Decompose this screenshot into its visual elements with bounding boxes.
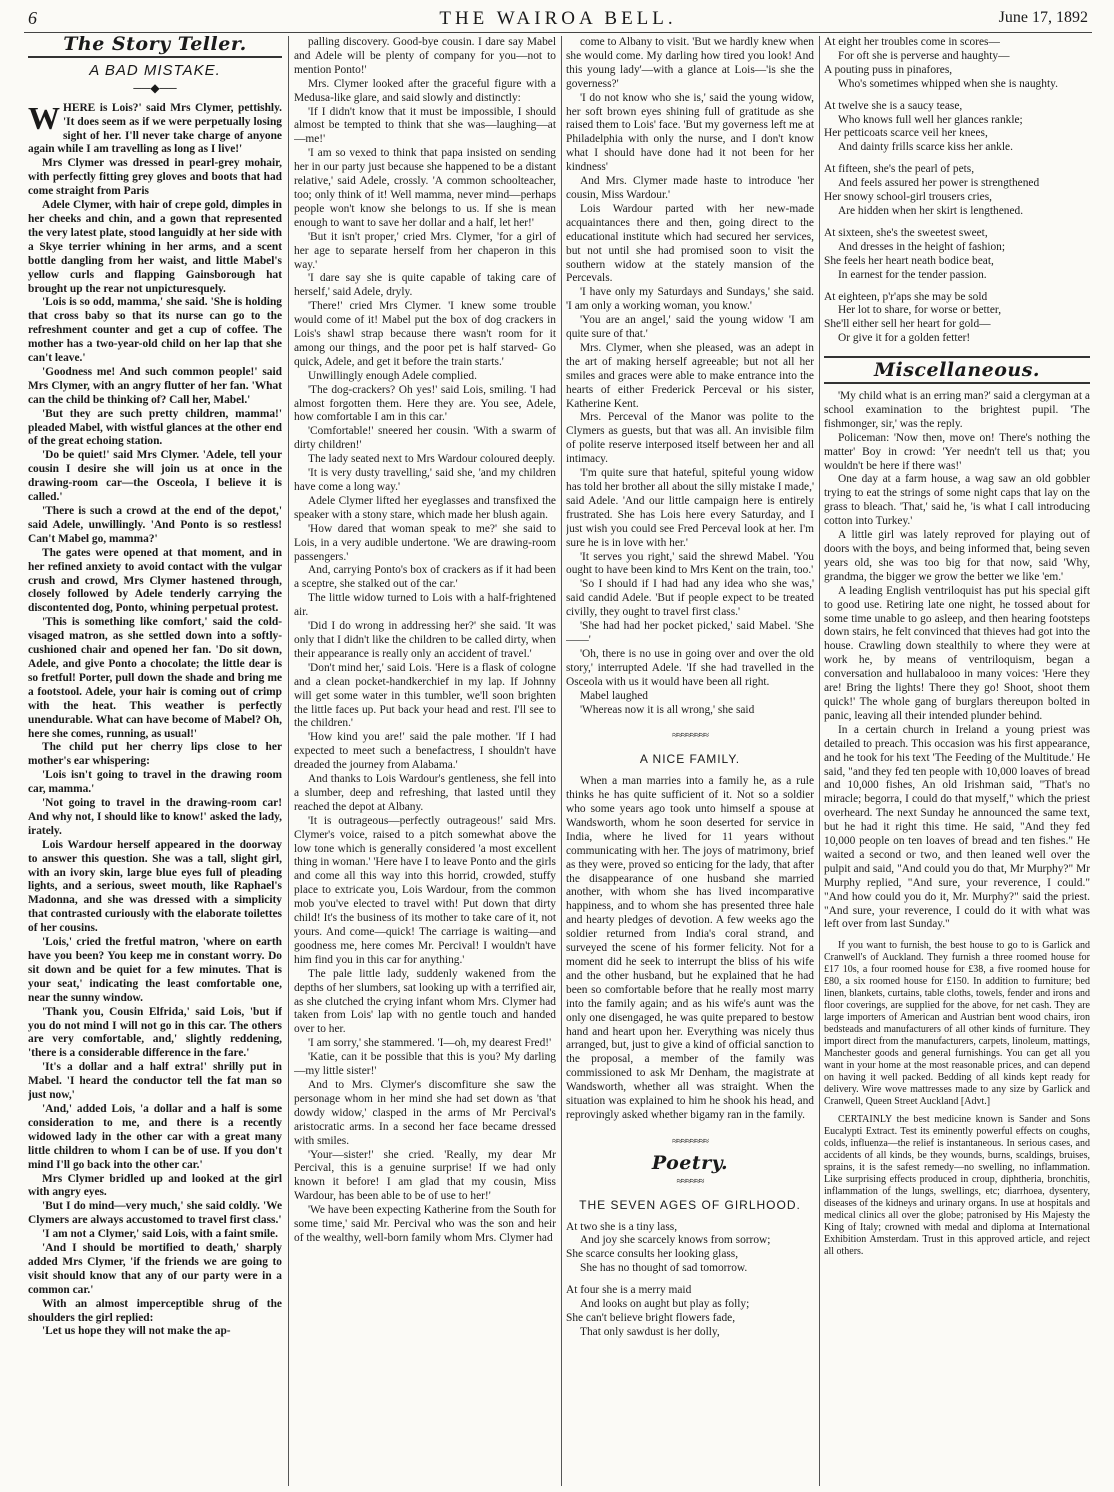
drop-cap: W xyxy=(28,99,60,136)
newspaper-title: THE WAIROA BELL. xyxy=(439,8,677,29)
poem-title: THE SEVEN AGES OF GIRLHOOD. xyxy=(579,1197,801,1212)
story-paragraph: The child put her cherry lips close to her mother's ear whispering: xyxy=(28,741,282,768)
poem-line: At two she is a tiny lass, xyxy=(566,1220,678,1233)
ornament-divider: ──◆── xyxy=(133,80,177,95)
story-paragraph: With an almost imperceptible shrug of the shoulders the girl replied: xyxy=(28,1297,282,1324)
story-paragraph: Lois Wardour herself appeared in the doorway to answer this question. She was a tall, slight girl, with an ivory skin, large blue eyes full of pleading lights, and a serious, sweet mouth, like Raphael's Madonna, and she was dressed with a simplicity that contrasted curiously with the elaborate toilettes of her cousins. xyxy=(28,838,282,935)
column-rule xyxy=(561,36,562,1486)
story-paragraph: 'Goodness me! And such common people!' said Mrs Clymer, with an angry flutter of her fan. 'What can the child be thinking of? Call her, Mabel.' xyxy=(28,365,282,406)
story-paragraph: The pale little lady, suddenly wakened from the depths of her slumbers, sat looking up with a terrified air, as she clutched the crying infant whom Mrs. Clymer had taken from Lois' lap with no gentle touch and handed over to her. xyxy=(294,967,556,1036)
issue-date: June 17, 1892 xyxy=(998,9,1088,26)
story-paragraph: 'Your—sister!' she cried. 'Really, my dear Mr Percival, this is a genuine surprise! If we had only known it before! I am glad that my cousin, Miss Wardour, has been able to be of use to her!' xyxy=(294,1148,556,1203)
story-paragraph: 'So I should if I had had any idea who she was,' said candid Adele. 'But if people expect to be treated civilly, they ought to travel first class.' xyxy=(566,578,814,619)
poem-line: Who's sometimes whipped when she is naughty. xyxy=(838,77,1058,90)
misc-paragraph: A little girl was lately reproved for playing out of doors with the boys, and being informed that, being seven years old, she was too big for that now, said 'Why, grandma, the bigger we grow the better we like 'em.' xyxy=(824,529,1090,583)
section-divider xyxy=(28,56,282,58)
poem-line: And dresses in the height of fashion; xyxy=(838,240,1006,253)
story-paragraph: 'I have only my Saturdays and Sundays,' she said. 'I am only a working woman, you know.' xyxy=(566,286,814,313)
story-paragraph: 'She had had her pocket picked,' said Mabel. 'She——' xyxy=(566,620,814,646)
story-paragraph: 'If I didn't know that it must be impossible, I should almost be tempted to think that she was—laughing—at—me!' xyxy=(294,105,556,146)
wavy-separator: ≈≈≈≈≈≈≈≈ xyxy=(672,730,708,742)
story-paragraph: 'But they are such pretty children, mamma!' pleaded Mabel, with wistful glances at the other end of the great echoing station. xyxy=(28,407,282,448)
story-paragraph: 'Lois is so odd, mamma,' she said. 'She is holding that cross baby so that its nurse can go to the refreshment counter and get a cup of coffee. The mother has a two-year-old child on her lap that she can't leave.' xyxy=(28,296,282,365)
story-paragraph: 'Not going to travel in the drawing-room car! And why not, I should like to know!' asked the lady, irately. xyxy=(28,797,282,837)
story-paragraph: Mrs Clymer was dressed in pearl-grey mohair, with perfectly fitting grey gloves and boots that had come straight from Paris xyxy=(28,157,282,198)
story-paragraph: 'It is outrageous—perfectly outrageous!' said Mrs. Clymer's voice, raised to a pitch somewhat above the low tone which is generally considered 'a most excellent thing in woman.' 'Here have I to leave Ponto and the girls and come all this way into this horrid, crowded, stuffy place to extricate you, Lois Wardour, from the common mob you've elected to travel with! Put down that dirty child! It's the business of its mother to take care of it, not yours. And come—quick! The carriage is waiting—and goodness me, here comes Mr. Percival! I wouldn't have him find you in this car for anything.' xyxy=(294,814,556,966)
story-paragraph: 'There!' cried Mrs Clymer. 'I knew some trouble would come of it! Mabel put the box of dog crackers in Lois's shawl strap because there wasn't room for it among our things, and the poor pet is half starved- Go quick, Adele, and get it before the train starts.' xyxy=(294,300,556,368)
story-paragraph: 'I'm quite sure that hateful, spiteful young widow has told her brother all about the silly mistake I made,' said Adele. 'And our little campaign here is entirely frustrated. She has Lois here every Saturday, and I just wish you could see Fred Perceval look at her. I'm sure he is in love with her.' xyxy=(566,467,814,549)
advertisement-furniture: If you want to furnish, the best house to go to is Garlick and Cranwell's of Auckland. They furnish a three roomed house for £17 10s, a four roomed house for £38, a five roomed house for £80, a six roomed house for £150. In addition to furniture; bed linen, blankets, curtains, table cloths, towels, fender and irons and floor coverings, are supplied for the above, for net cash. They are large importers of American and Austrian bent wood chairs, iron bedsteads and manufacturers of all other kinds of furniture. They import direct from the manufacturers, carpets, linoleum, mattings, Manchester goods and general furnishings. You can get all you want in your home at the most reasonable prices, and can depend on having it well packed. Bedding of all kinds kept ready for delivery. Wire wove mattresses made to any size by Garlick and Cranwell, Queen Street Auckland [Advt.] xyxy=(824,940,1090,1108)
poem-line: Her petticoats scarce veil her knees, xyxy=(824,127,988,140)
story-paragraph: 'Did I do wrong in addressing her?' she said. 'It was only that I didn't like the children to be called dirty, when their appearance is really only an accident of travel.' xyxy=(294,620,556,660)
poem-line: That only sawdust is her dolly, xyxy=(580,1325,720,1338)
story-paragraph: And, carrying Ponto's box of crackers as if it had been a sceptre, she stalked out of the car.' xyxy=(294,564,556,591)
story-paragraph: Mabel laughed xyxy=(580,689,649,702)
story-paragraph: And thanks to Lois Wardour's gentleness, she fell into a slumber, deep and refreshing, that lasted until they reached the depot at Albany. xyxy=(294,773,556,813)
story-paragraph: 'Lois isn't going to travel in the drawing room car, mamma.' xyxy=(28,769,282,796)
story-paragraph: Unwillingly enough Adele complied. xyxy=(308,369,477,382)
misc-paragraph: Policeman: 'Now then, move on! There's nothing the matter' Boy in crowd: 'Yer needn't tell us that; you wouldn't be here if there was!' xyxy=(824,431,1090,472)
poem-line: Her lot to share, for worse or better, xyxy=(838,304,1002,317)
poem-line: She'll either sell her heart for gold— xyxy=(824,318,991,331)
column-3 xyxy=(566,36,814,1488)
poem-line: She scarce consults her looking glass, xyxy=(566,1248,739,1261)
story-paragraph: Lois Wardour parted with her new-made acquaintances there and then, going direct to the educational institute which had secured her services, but not until she had promised soon to visit the southern widow at the stately mansion of the Percevals. xyxy=(566,202,814,285)
poem-stanzas xyxy=(566,1221,814,1340)
advertisement-eucalypti: CERTAINLY the best medicine known is Sander and Sons Eucalypti Extract. Test its eminently powerful effects on coughs, colds, influenza—the relief is instantaneous. In serious cases, and accidents of all kinds, be they wounds, burns, scaldings, bruises, sprains, it is the safest remedy—no swelling, no inflammation. Like surprising effects produced in croup, diphtheria, bronchitis, inflammation of the lungs, swellings, etc; diarrhoea, dysentery, diseases of the kidneys and urinary organs. In use at hospitals and medical clinics all over the globe; patronised by His Majesty the King of Italy; crowned with medal and diploma at International Exhibition Amsterdam. Trust in this approved article, and reject all others. xyxy=(824,1114,1090,1258)
story-paragraph: 'But it isn't proper,' cried Mrs. Clymer, 'for a girl of her age to separate herself from her chaperon in this way.' xyxy=(294,230,556,271)
masthead xyxy=(24,6,1092,33)
poem-line: A pouting puss in pinafores, xyxy=(824,63,953,76)
wavy-separator: ≈≈≈≈≈≈ xyxy=(676,1175,704,1187)
story-paragraph: 'It's a dollar and a half extra!' shrilly put in Mabel. 'I heard the conductor tell the fat man so just now,' xyxy=(28,1061,282,1102)
story-paragraph: Adele Clymer lifted her eyeglasses and transfixed the speaker with a stony stare, which made her blush again. xyxy=(294,494,556,521)
poem-line: Are hidden when her skirt is lengthened. xyxy=(838,204,1024,217)
story-paragraph: 'Let us hope they will not make the ap- xyxy=(42,1325,231,1338)
story-paragraph: Mrs. Clymer looked after the graceful figure with a Medusa-like glare, and said slowly and distinctly: xyxy=(294,77,556,104)
column-rule xyxy=(819,36,820,1486)
poem-line: She has no thought of sad tomorrow. xyxy=(580,1262,748,1275)
story-paragraph: Mrs. Clymer, when she pleased, was an adept in the art of making herself agreeable; but not all her smiles and graces were able to make entrance into the hearts of either Frederick Perceval or his sister, Katherine Kent. xyxy=(566,341,814,410)
section-heading-story-teller: The Story Teller. xyxy=(63,36,247,55)
poem-line: At eighteen, p'r'aps she may be sold xyxy=(824,290,988,303)
story-paragraph: The lady seated next to Mrs Wardour coloured deeply. xyxy=(308,453,556,466)
story-paragraph: Mrs Clymer bridled up and looked at the girl with angry eyes. xyxy=(28,1172,282,1199)
story-paragraph: 'Oh, there is no use in going over and over the old story,' interrupted Adele. 'If she had travelled in the Osceola with us it would have been all right. xyxy=(566,647,814,688)
story-paragraph: And Mrs. Clymer made haste to introduce 'her cousin, Miss Wardour.' xyxy=(566,175,814,201)
story-paragraph: come to Albany to visit. 'But we hardly knew when she would come. My darling how tired you look! And this young lady'—with a glance at Lois—'is she the governess?' xyxy=(566,36,814,90)
poem-line: At four she is a merry maid xyxy=(566,1284,692,1297)
story-paragraph: palling discovery. Good-bye cousin. I dare say Mabel and Adele will be plenty of company for you—not to mention Ponto!' xyxy=(294,36,556,76)
poem-line: Her snowy school-girl trousers cries, xyxy=(824,191,992,204)
story-paragraph: 'I dare say she is quite capable of taking care of herself,' said Adele, dryly. xyxy=(294,272,556,299)
story-paragraph: 'I am not a Clymer,' said Lois, with a faint smile. xyxy=(42,1228,278,1241)
column-1 xyxy=(28,36,282,1488)
story-paragraph: 'There is such a crowd at the end of the depot,' said Adele, unwillingly. 'And Ponto is so restless! Can't Mabel go, mamma?' xyxy=(28,505,282,545)
story-paragraph: 'Do be quiet!' said Mrs Clymer. 'Adele, tell your cousin I desire she will join us at once in the drawing-room car—the Osceola, I believe it is called.' xyxy=(28,449,282,504)
poem-line: She feels her heart neath bodice beat, xyxy=(824,254,994,267)
poem-line: For oft she is perverse and haughty— xyxy=(838,49,1010,62)
poem-line: And dainty frills scarce kiss her ankle. xyxy=(838,141,1013,154)
poem-line: And looks on aught but play as folly; xyxy=(580,1298,750,1311)
story-paragraph: 'You are an angel,' said the young widow 'I am quite sure of that.' xyxy=(566,314,814,341)
story-paragraph: And to Mrs. Clymer's discomfiture she saw the personage whom in her mind she had set down as 'that dowdy widow,' clasped in the arms of Mr Percival's aristocratic arms. In a second her face became dressed with smiles. xyxy=(294,1078,556,1147)
story-paragraph: 'How dared that woman speak to me?' she said to Lois, in a very audible undertone. 'We are drawing-room passengers.' xyxy=(294,522,556,563)
story-paragraph: 'I am so vexed to think that papa insisted on sending her in our party just because she happened to be a distant relative,' said Adele, crossly. 'A common schoolteacher, too; only think of it! Well mamma, never mind—perhaps people won't know she belongs to us. If she is mean enough to want to save her dollar and a half, let her!' xyxy=(294,147,556,229)
page-number: 6 xyxy=(28,8,37,28)
story-paragraph: 'It serves you right,' said the shrewd Mabel. 'You ought to have been kind to Mrs Kent on the train, too.' xyxy=(566,550,814,577)
story-paragraph: 'But I do mind—very much,' she said coldly. 'We Clymers are always accustomed to travel first class.' xyxy=(28,1200,282,1227)
story-paragraph: 'It is very dusty travelling,' said she, 'and my children have come a long way.' xyxy=(294,467,556,493)
poem-line: And joy she scarcely knows from sorrow; xyxy=(580,1234,771,1247)
story-paragraph: Mrs. Perceval of the Manor was polite to the Clymers as guests, but that was all. An invisible film of polite reserve interposed itself between her and all intimacy. xyxy=(566,411,814,466)
story-title: A BAD MISTAKE. xyxy=(89,61,221,79)
story-paragraph: 'Lois,' cried the fretful matron, 'where on earth have you been? You keep me in constant worry. Do sit down and be quiet for a few minutes. That is your seat,' indicating the least comfortable one, near the sunny window. xyxy=(28,936,282,1004)
article-paragraph: When a man marries into a family he, as a rule thinks he has quite sufficient of it. Not so a soldier who some years ago took unto himself a spouse at Wandsworth, whom he soon deserted for service in India, where he lived for 11 years without communicating with her. The joys of matrimony, brief as they were, proved so enticing for the lady, that after the disappearance of one husband she married another, with whom she has lived incomparative happiness, and to whom she has presented three hale and hearty pledges of devotion. A few weeks ago the soldier returned from India's coral strand, and surveyed the scene of his former felicity. Not for a moment did he seek to interrupt the bliss of his wife and the other husband, but he explained that he had been so comfortable before that he really most marry into the family again; and as his wife's aunt was the only one disengaged, he was quite prepared to bestow hand and heart upon her. Everything was nicely thus arranged, but, just to give a kind of official sanction to the proposal, a member of the family was commissioned to ask Mr Denham, the magistrate at Wandsworth, whether all was straight. When the situation was explained to him he shook his head, and reprovingly asked whether bigamy ran in the family. xyxy=(566,775,814,1121)
poem-stanzas xyxy=(824,36,1090,346)
story-paragraph: 'The dog-crackers? Oh yes!' said Lois, smiling. 'I had almost forgotten them. Here they are. You see, Adele, how comfortable I am in this car.' xyxy=(294,383,556,424)
story-paragraph: 'Don't mind her,' said Lois. 'Here is a flask of cologne and a clean pocket-handkerchief in my lap. If Johnny will get some water in this tumbler, we'll soon brighten the little faces up. Put back your head and rest. I'll see to the children.' xyxy=(294,661,556,730)
article-title-nice-family: A NICE FAMILY. xyxy=(639,752,741,767)
story-paragraph: 'We have been expecting Katherine from the South for some time,' said Mr. Percival who was the son and heir of the wealthy, well-born family whom Mrs. Clymer had xyxy=(294,1204,556,1244)
wavy-separator: ≈≈≈≈≈≈≈≈ xyxy=(672,1135,708,1147)
section-divider xyxy=(824,356,1090,358)
column-4 xyxy=(824,36,1090,1488)
poem-line: At sixteen, she's the sweetest sweet, xyxy=(824,226,988,239)
story-paragraph: The gates were opened at that moment, and in her refined anxiety to avoid contact with the vulgar crush and crowd, Mrs Clymer hastened through, closely followed by Adele tenderly carrying the discontented dog, Ponto, whining perpetual protest. xyxy=(28,546,282,615)
misc-paragraph: One day at a farm house, a wag saw an old gobbler trying to eat the strings of some night caps that lay on the grass to bleach. 'That,' said he, 'is what I call introducing cotton into Turkey.' xyxy=(824,473,1090,528)
story-paragraph: 'This is something like comfort,' said the cold-visaged matron, as she settled down into a softly-cushioned chair and opened her fan. 'Do sit down, Adele, and give Ponto a chocolate; the little dear is so fretful! Porter, pull down the shade and bring me a footstool. Adele, your hair is coming out of crimp with the heat. This weather is perfectly unendurable. What can have become of Mabel? Oh, here she comes, running, as usual!' xyxy=(28,616,282,740)
poem-line: At twelve she is a saucy tease, xyxy=(824,99,963,112)
poem-line: She can't believe bright flowers fade, xyxy=(566,1311,736,1324)
poem-line: At fifteen, she's the pearl of pets, xyxy=(824,163,975,176)
section-divider xyxy=(824,382,1090,384)
story-paragraph: 'And,' added Lois, 'a dollar and a half is some consideration to me, and there is a recently widowed lady in the other car with a great many little children to whom I can be of use. If you don't mind I'll go back into the other car.' xyxy=(28,1102,282,1171)
story-paragraph: 'I do not know who she is,' said the young widow, her soft brown eyes shining full of gratitude as she raised them to Lois' face. 'But my governess left me at Philadelphia with only the nurse, and I don't know what I should have done had it not been for her kindness' xyxy=(566,91,814,174)
story-paragraph: 'I am sorry,' she stammered. 'I—oh, my dearest Fred!' xyxy=(308,1037,552,1050)
poem-line: At eight her troubles come in scores— xyxy=(824,36,1000,48)
poem-line: In earnest for the tender passion. xyxy=(838,268,987,281)
misc-paragraph: In a certain church in Ireland a young priest was detailed to preach. This occasion was his first appearance, and he took for his text 'The Feeding of the Multitude.' He said, "and they fed ten people with 10,000 loaves of bread and 10,000 fishes, An old Irishman said, "That's no miracle; begorra, I could do that myself," which the priest overheard. The next Sunday he announced the same text, but he had it right this time. He said, "And they fed 10,000 people on ten loaves of bread and ten fishes." He waited a second or two, and then leaned well over the pulpit and said, "And could you do that, Mr Murphy?" Mr Murphy replied, "And sure, your reverence, I could." "And how could you do it, Mr. Murphy?" said the priest. "And sure, your reverence, I could do it with what was left over from last Sunday." xyxy=(824,723,1090,931)
story-paragraph: 'Whereas now it is all wrong,' she said xyxy=(580,703,755,716)
misc-paragraph: 'My child what is an erring man?' said a clergyman at a school examination to the brightest pupil. 'The fishmonger, sir,' was the reply. xyxy=(824,390,1090,430)
poem-line: Who knows full well her glances rankle; xyxy=(838,113,1023,126)
poem-line: And feels assured her power is strengthened xyxy=(838,177,1040,190)
story-paragraph: 'How kind you are!' said the pale mother. 'If I had expected to meet such a benefactress, I shouldn't have dreaded the journey from Alabama.' xyxy=(294,731,556,772)
misc-paragraph: A leading English ventriloquist has put his special gift to good use. Retiring late one night, he tossed about for some time unable to go asleep, and then hearing footsteps down stairs, he felt convinced that thieves had got into the house. Crawling down stealthily to where they were at work he, by means of ventriloquism, began a conversation and hullabalooo in many voices: 'Here they are! Bring the lights! There they go! Shoot, shoot them quick!' The whole gang of burglars thereupon bolted in panic, leaving all their intended plunder behind. xyxy=(824,584,1090,722)
story-paragraph: 'And I should be mortified to death,' sharply added Mrs Clymer, 'if the friends we are going to visit should know that any of our party were in a common car.' xyxy=(28,1242,282,1296)
section-heading-poetry: Poetry. xyxy=(651,1151,729,1174)
story-paragraph: WHERE is Lois?' said Mrs Clymer, pettishly. 'It does seem as if we were perpetually losing sight of her. I'll never take charge of anyone again while I am travelling as long as I live!' xyxy=(28,99,282,156)
story-paragraph: 'Thank you, Cousin Elfrida,' said Lois, 'but if you do not mind I will not go in this car. The others are very comfortable, and,' slightly reddening, 'there is a considerable difference in the fare.' xyxy=(28,1005,282,1060)
column-2 xyxy=(294,36,556,1488)
poem-line: Or give it for a golden fetter! xyxy=(838,332,971,345)
story-paragraph: The little widow turned to Lois with a half-frightened air. xyxy=(294,592,556,619)
section-heading-miscellaneous: Miscellaneous. xyxy=(873,359,1041,382)
story-paragraph: 'Katie, can it be possible that this is you? My darling—my little sister!' xyxy=(294,1051,556,1078)
story-paragraph: 'Comfortable!' sneered her cousin. 'With a swarm of dirty children!' xyxy=(294,425,556,452)
story-paragraph: Adele Clymer, with hair of crepe gold, dimples in her cheeks and chin, and a gown that represented the very latest plate, stood languidly at her side with a Skye terrier whining in her arms, and a scent bottle dangling from her waist, and little Mabel's yellow curls and flapping Gainsborough hat brought up the rear not unpicturesquely. xyxy=(28,199,282,295)
column-rule xyxy=(288,36,289,1486)
